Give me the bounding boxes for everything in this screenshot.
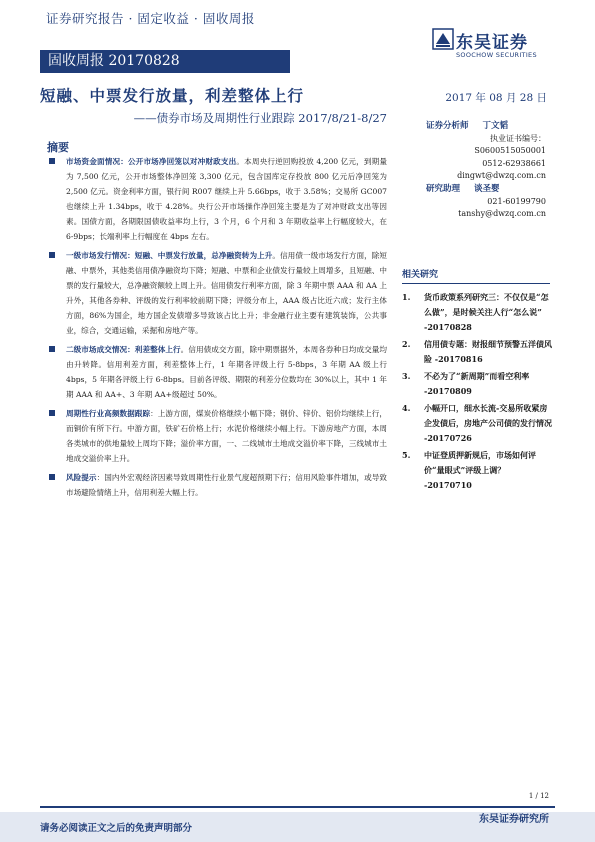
abstract-bullet: [47, 342, 387, 402]
related-item[interactable]: [402, 337, 552, 367]
abstract-bullets: [47, 154, 387, 504]
analyst-detail: S0600515050001: [474, 146, 546, 156]
related-item[interactable]: [402, 401, 552, 446]
analyst-role-row: [426, 120, 546, 133]
related-item-number: 5.: [402, 450, 411, 460]
abstract-bullet: [47, 470, 387, 500]
related-item[interactable]: [402, 448, 552, 493]
related-item-number: 3.: [402, 371, 411, 381]
abstract-bullet: [47, 406, 387, 466]
bullet-square-icon: [49, 252, 55, 258]
bullet-lead: 二级市场成交情况：利差整体上行: [66, 345, 181, 354]
analyst-email[interactable]: tanshy@dwzq.com.cn: [458, 209, 546, 219]
analyst-email[interactable]: dingwt@dwzq.com.cn: [457, 171, 546, 181]
related-item[interactable]: [402, 369, 552, 399]
page-number: 1 / 12: [528, 792, 549, 800]
bullet-lead: 风险提示: [66, 473, 97, 482]
related-item-title: 信用债专题：财报细节预警五洋债风险 -20170816: [424, 339, 552, 364]
bullet-lead: 周期性行业高频数据跟踪: [66, 409, 151, 418]
bullet-square-icon: [49, 346, 55, 352]
bullet-text: ：国内外宏观经济因素导致周期性行业景气度超预期下行；信用风险事件增加，或导致市场避险情绪上升，信用利差大幅上行。: [66, 473, 387, 497]
related-list: [402, 290, 552, 495]
related-item-title: 小幅开口，细水长流-交易所收紧房企发债后，房地产公司债的发行情况 -20170726: [424, 403, 552, 443]
analyst-detail: 0512-62938661: [482, 158, 546, 168]
report-label: 固收周报 20170828: [40, 50, 290, 73]
analyst-detail: 执业证书编号：: [490, 133, 546, 143]
report-date: 2017 年 08 月 28 日: [445, 92, 547, 104]
footer-organization: 东吴证券研究所: [479, 814, 549, 825]
bullet-lead: 一级市场发行情况：短融、中票发行放量，总净融资转为上升: [66, 251, 273, 260]
report-subtitle: ——债券市场及周期性行业跟踪 2017/8/21-8/27: [133, 111, 387, 125]
bullet-text: 。本周央行逆回购投放 4,200 亿元，到期量为 7,500 亿元，公开市场整体净回笼 3,300 亿元，包含国库定存投放 800 亿元后净回笼为 2,500 亿元。资金利率方面，银行间 R007 继续上升 5.66bps，收于 3.58%；交易所 GC007 也继续上升 1.34bps，收于 4.28%。央行公开市场操作净回笼主要是为了对冲财政支出等因素。国债方面，各期限国债收益率均上行，3 个月，6 个月和 3 年期收益率上行幅度较大，在 6-9bps；长端利率上行幅度在 4bps 左右。: [66, 157, 387, 241]
logo-text-cn: 东吴证券: [456, 33, 528, 53]
related-item-title: 货币政策系列研究三：不仅仅是“怎么做”，是时候关注人行“怎么说” -20170828: [424, 292, 549, 332]
analyst-name: 丁文韬: [482, 121, 509, 131]
related-item-title: 中证登质押新规后，市场如何评价“量眼式”评级上调？ -20170710: [424, 450, 536, 490]
analyst-role: 研究助理: [426, 183, 461, 194]
report-title: 短融、中票发行放量，利差整体上行: [40, 86, 305, 105]
analyst-panel: [426, 120, 546, 221]
bullet-square-icon: [49, 474, 55, 480]
bullet-lead: 市场资金面情况：公开市场净回笼以对冲财政支出: [66, 157, 237, 166]
logo-mark-icon: [432, 28, 454, 50]
footer-disclaimer: 请务必阅读正文之后的免责声明部分: [40, 823, 193, 834]
analyst-detail: 021-60199790: [487, 196, 546, 206]
company-logo: [432, 28, 558, 66]
related-item-number: 1.: [402, 292, 411, 302]
footer-divider: [40, 806, 555, 808]
abstract-bullet: [47, 154, 387, 244]
related-item-number: 2.: [402, 339, 411, 349]
related-heading: 相关研究: [402, 270, 439, 280]
breadcrumb: 证券研究报告 · 固定收益 · 固收周报: [46, 11, 255, 26]
related-item-title: 不必为了“新周期”而看空利率 -20170809: [424, 371, 530, 396]
analyst-role: 证券分析师: [426, 121, 469, 131]
related-divider: [402, 283, 550, 284]
abstract-heading: 摘要: [47, 141, 69, 154]
bullet-square-icon: [49, 158, 55, 164]
related-item-number: 4.: [402, 403, 411, 413]
abstract-bullet: [47, 248, 387, 338]
bullet-text: 。信用债成交方面，除中期票据外，本周各券种日均成交量均由升转降。信用利差方面，利差整体上行，1 年期各评级上行 5-8bps，3 年期 AA 级上行 4bps，5 年期各评级上行 6-8bps。目前各评级、期限的利差分位数均在 30%以上，其中 1 年期 AAA 和 AA+、3 年期 AA+级超过 50%。: [66, 345, 388, 399]
logo-text-en: SOOCHOW SECURITIES: [456, 51, 537, 59]
analyst-name: 谈圣婴: [474, 183, 500, 194]
bullet-square-icon: [49, 410, 55, 416]
analyst-role-row: [426, 183, 546, 196]
related-item[interactable]: [402, 290, 552, 335]
bullet-text: 。信用债一级市场发行方面，除短融、中票外，其他类信用债净融资均下降；短融、中票和企业债发行量较上周增多，且短融、中票的发行量较大，总净融资额较上周上升。信用债发行利率方面，除 3 年期中票 AAA 和 AA 上升外，其他各券种、评级的发行利率较前期下降；评级分布上，AAA 级占比近六成；发行主体方面，86%为国企，地方国企发债增多导致该占比上升；非金融行业主要有建筑装饰，公共事业，综合，交通运输，采掘和房地产等。: [66, 251, 387, 335]
bullet-text: ：上游方面，煤炭价格继续小幅下降；钢价、锌价、铝价均继续上行，而铜价有所下行。中游方面，铁矿石价格上行；水泥价格继续小幅上行。下游房地产方面，本周各类城市的供地量较上周均下降；溢价率方面，一、二线城市土地成交溢价率下降，三线城市土地成交溢价率上升。: [66, 409, 388, 463]
